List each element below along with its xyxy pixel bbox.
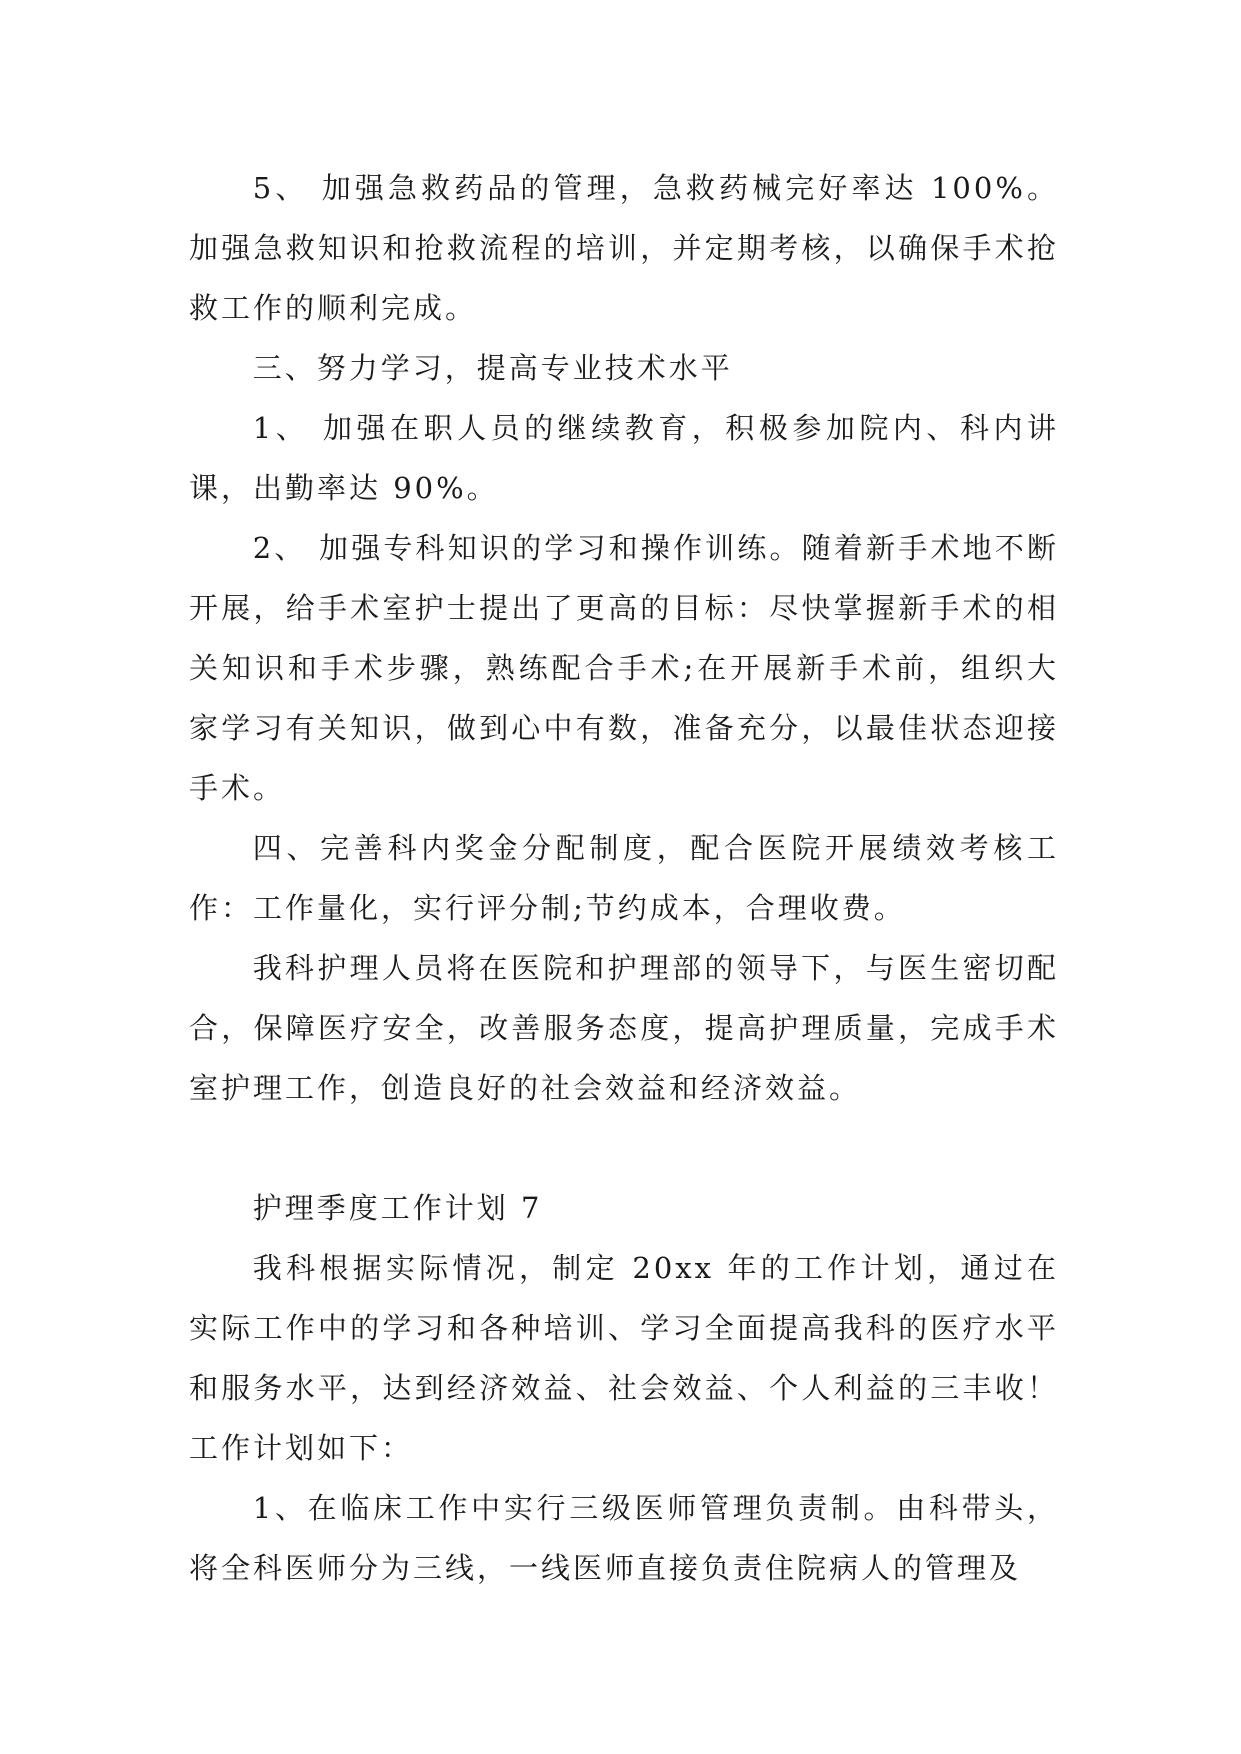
paragraph-continuing-education: 1、 加强在职人员的继续教育，积极参加院内、科内讲课，出勤率达 90%。 [189,411,1059,505]
heading-bonus-system: 四、完善科内奖金分配制度，配合医院开展绩效考核工作：工作量化，实行评分制;节约成本，合理收费。 [189,831,1059,925]
heading-study: 三、努力学习，提高专业技术水平 [252,351,733,385]
section-title: 护理季度工作计划 7 [252,1191,543,1225]
paragraph-plan-item-1: 1、在临床工作中实行三级医师管理负责制。由科带头，将全科医师分为三线，一线医师直接负责住院病人的管理及 [189,1491,1059,1585]
document-body [189,158,1059,1598]
paragraph-specialty-training: 2、 加强专科知识的学习和操作训练。随着新手术地不断开展，给手术室护士提出了更高的目标：尽快掌握新手术的相关知识和手术步骤，熟练配合手术;在开展新手术前，组织大家学习有关知识，做到心中有数，准备充分，以最佳状态迎接手术。 [189,531,1059,805]
paragraph-summary: 我科护理人员将在医院和护理部的领导下，与医生密切配合，保障医疗安全，改善服务态度，提高护理质量，完成手术室护理工作，创造良好的社会效益和经济效益。 [189,951,1059,1105]
paragraph-emergency-drugs: 5、 加强急救药品的管理，急救药械完好率达 100%。加强急救知识和抢救流程的培训，并定期考核，以确保手术抢救工作的顺利完成。 [189,171,1059,325]
paragraph-plan-intro: 我科根据实际情况，制定 20xx 年的工作计划，通过在实际工作中的学习和各种培训、学习全面提高我科的医疗水平和服务水平，达到经济效益、社会效益、个人利益的三丰收！工作计划如下： [189,1251,1059,1465]
